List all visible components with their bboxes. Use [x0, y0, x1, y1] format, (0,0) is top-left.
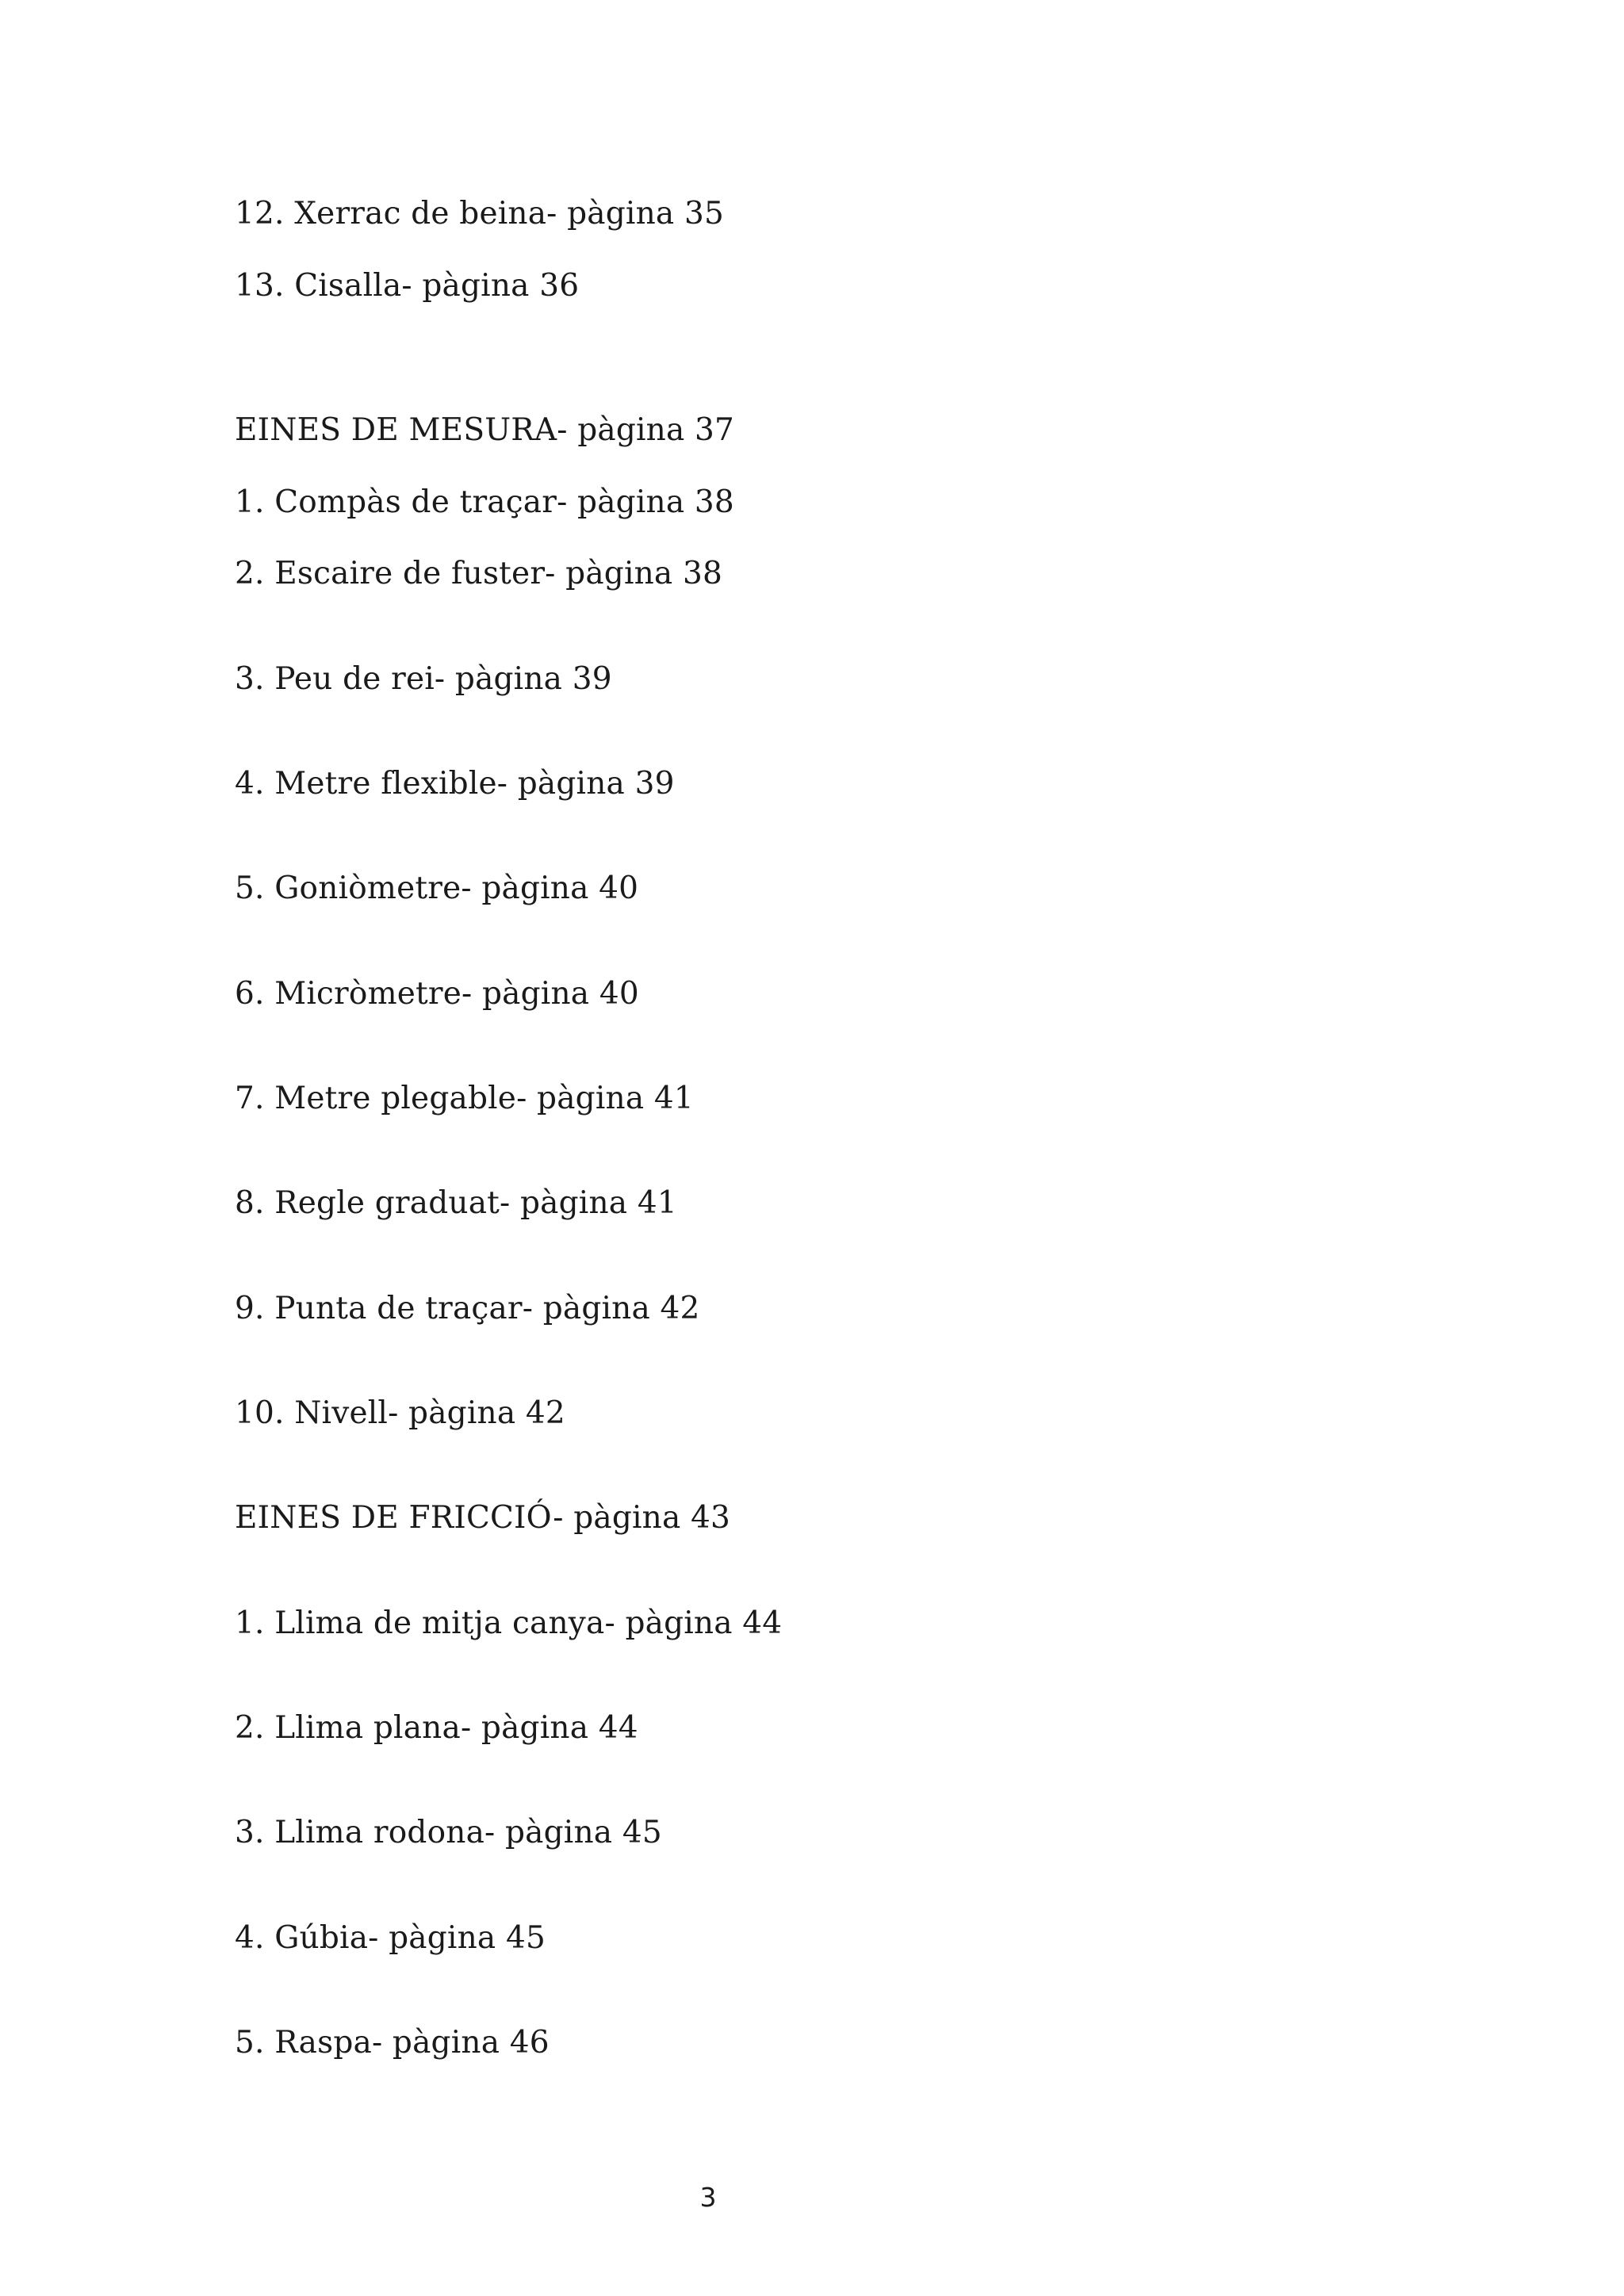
- page-number: 3: [699, 2182, 717, 2213]
- toc-entry: 6. Micròmetre- pàgina 40: [235, 976, 639, 1012]
- toc-entry: 2. Llima plana- pàgina 44: [235, 1710, 638, 1746]
- toc-section-heading: EINES DE FRICCIÓ- pàgina 43: [235, 1500, 731, 1536]
- toc-entry: 5. Goniòmetre- pàgina 40: [235, 871, 639, 906]
- toc-entry: 7. Metre plegable- pàgina 41: [235, 1081, 694, 1116]
- toc-entry: 12. Xerrac de beina- pàgina 35: [235, 196, 724, 232]
- toc-entry: 10. Nivell- pàgina 42: [235, 1395, 565, 1431]
- toc-entry: 8. Regle graduat- pàgina 41: [235, 1185, 677, 1221]
- toc-entry: 5. Raspa- pàgina 46: [235, 2025, 550, 2061]
- toc-entry: 3. Llima rodona- pàgina 45: [235, 1815, 662, 1850]
- toc-entry: 1. Llima de mitja canya- pàgina 44: [235, 1605, 783, 1641]
- toc-entry: 9. Punta de traçar- pàgina 42: [235, 1291, 700, 1326]
- toc-entry: 1. Compàs de traçar- pàgina 38: [235, 484, 734, 520]
- toc-entry: 3. Peu de rei- pàgina 39: [235, 661, 612, 697]
- toc-entry: 13. Cisalla- pàgina 36: [235, 268, 580, 304]
- toc-entry: 4. Gúbia- pàgina 45: [235, 1920, 546, 1956]
- toc-section-heading: EINES DE MESURA- pàgina 37: [235, 412, 735, 448]
- toc-entry: 4. Metre flexible- pàgina 39: [235, 766, 675, 802]
- toc-entry: 2. Escaire de fuster- pàgina 38: [235, 556, 723, 591]
